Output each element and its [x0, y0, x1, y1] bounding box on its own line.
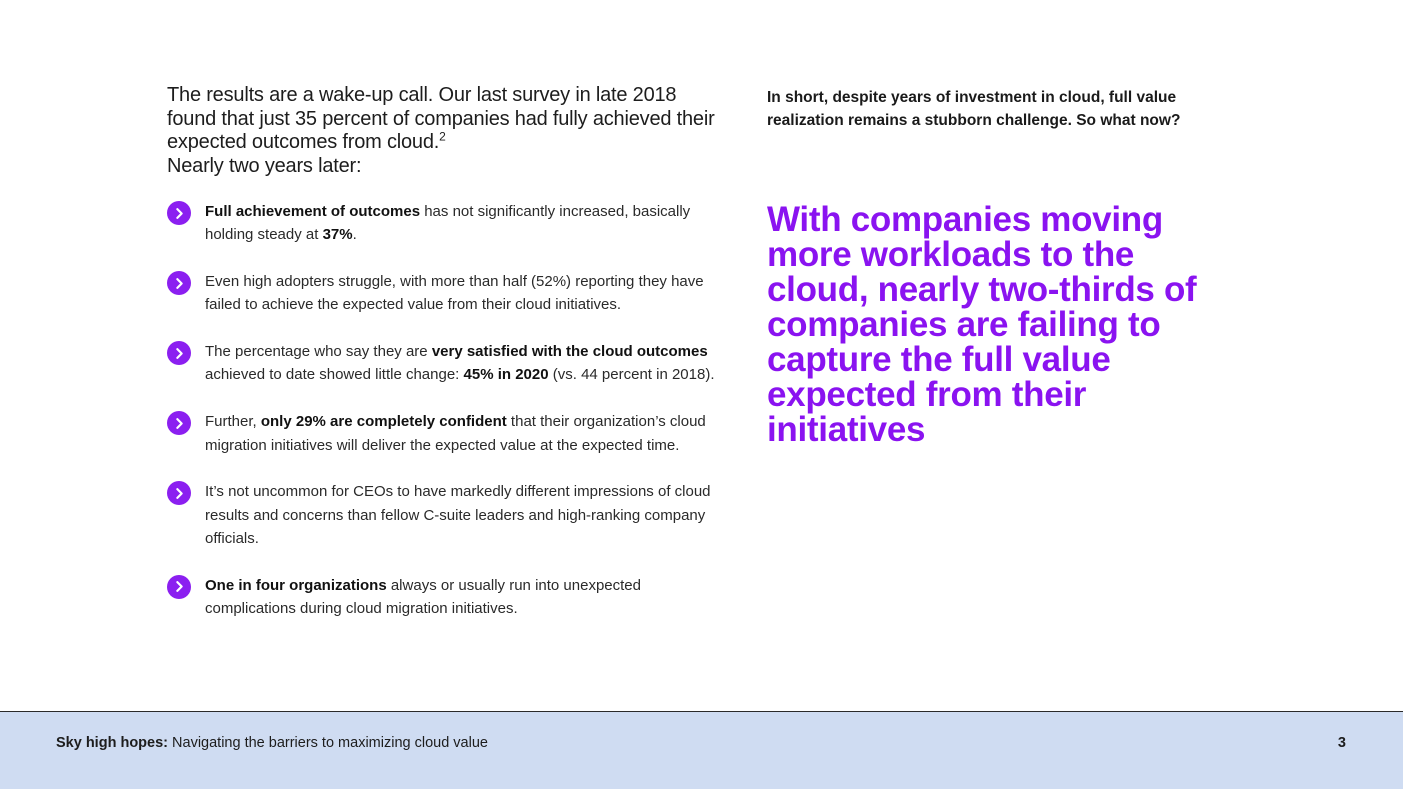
- bullet-bold: Full achievement of outcomes: [205, 203, 421, 220]
- intro-lead-in: Nearly two years later:: [167, 154, 362, 177]
- summary-lead: In short, despite years of investment in cloud, full value realization remains a stubborn challenge. So what now?: [767, 89, 1181, 129]
- chevron-right-circle-icon: [167, 575, 191, 599]
- list-item: [167, 480, 727, 550]
- bullet-text: Even high adopters struggle, with more than half (52%) reporting they have failed to achieve the expected value from their cloud initiatives.: [205, 273, 704, 314]
- list-item: [167, 574, 727, 621]
- list-item: [167, 410, 727, 457]
- list-item: [167, 270, 727, 317]
- bullet-bold: only 29% are completely confident: [260, 413, 507, 431]
- left-column: [167, 84, 727, 644]
- pull-quote: With companies moving more workloads to the cloud, nearly two-thirds of companies are failing to capture the full value expected from their initiatives: [767, 200, 1197, 449]
- chevron-right-circle-icon: [167, 411, 191, 435]
- bullet-text: Further,: [205, 413, 261, 431]
- chevron-right-circle-icon: [167, 201, 191, 225]
- bullet-bold: 45% in 2020: [463, 366, 549, 384]
- bullet-text: The percentage who say they are: [205, 343, 432, 361]
- intro-paragraph: [167, 84, 727, 178]
- footer-title-rest: Navigating the barriers to maximizing cloud value: [168, 735, 488, 751]
- footer-title: [56, 735, 488, 751]
- bullet-text: always or usually run into unexpected complications during cloud migration initiatives.: [205, 576, 641, 618]
- footnote-marker[interactable]: 2: [439, 129, 446, 144]
- footer-title-bold: Sky high hopes:: [56, 735, 168, 751]
- chevron-right-circle-icon: [167, 341, 191, 365]
- bullet-bold: One in four organizations: [205, 576, 387, 594]
- bullet-bold: 37%: [322, 226, 353, 244]
- bullet-text: has not significantly increased, basically holding steady at: [205, 203, 691, 244]
- findings-list: [167, 200, 727, 620]
- bullet-text: that their organization’s cloud migration initiatives will deliver the expected value at the expected time.: [205, 413, 706, 454]
- bullet-text: It’s not uncommon for CEOs to have markedly different impressions of cloud results and concerns than fellow C-suite leaders and high-ranking company officials.: [205, 483, 711, 547]
- list-item: [167, 340, 727, 387]
- list-item: [167, 200, 727, 247]
- bullet-text: .: [352, 226, 357, 244]
- page-footer: [0, 711, 1403, 789]
- chevron-right-circle-icon: [167, 481, 191, 505]
- right-column: [767, 86, 1237, 447]
- bullet-text: (vs. 44 percent in 2018).: [548, 366, 715, 384]
- page-number: 3: [1337, 735, 1346, 751]
- bullet-bold: very satisfied with the cloud outcomes: [431, 343, 708, 361]
- bullet-text: achieved to date showed little change:: [205, 366, 464, 384]
- chevron-right-circle-icon: [167, 271, 191, 295]
- intro-text: The results are a wake-up call. Our last survey in late 2018 found that just 35 percent of companies had fully achieved their expected outcomes from cloud.: [167, 84, 715, 153]
